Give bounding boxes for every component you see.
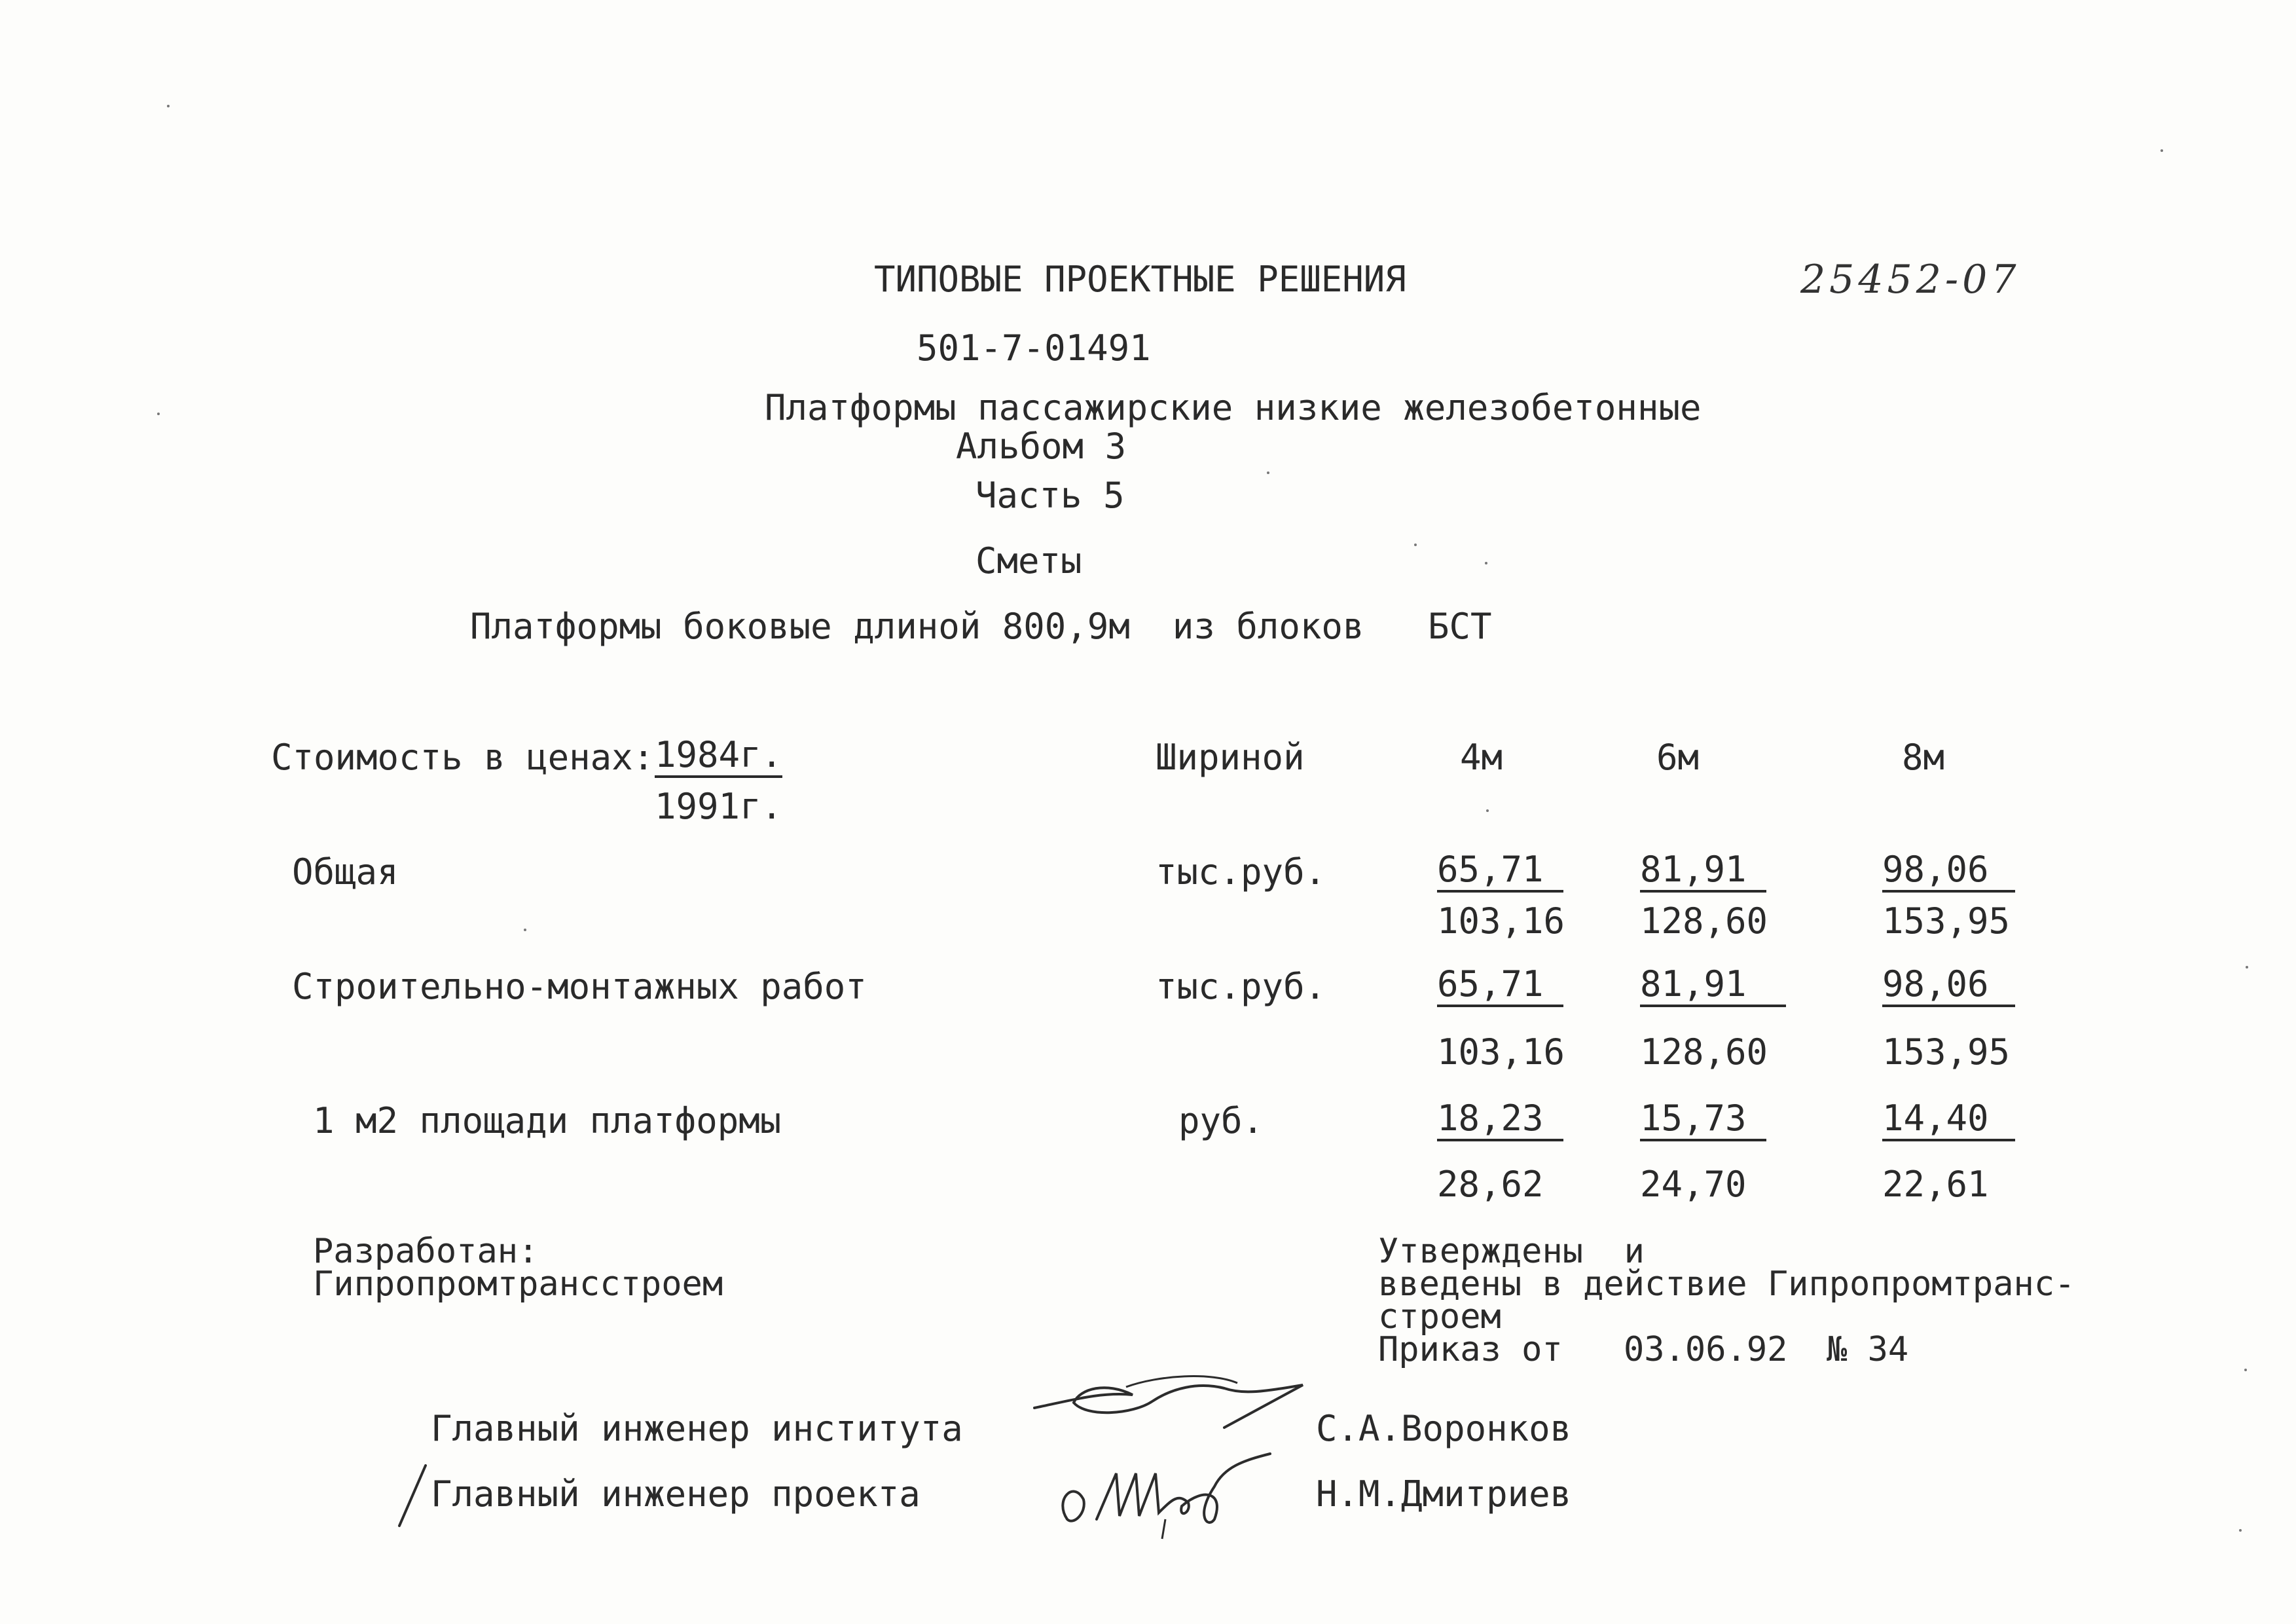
handwritten-doc-number: 25452-07	[1800, 257, 2020, 303]
series-title: ТИПОВЫЕ ПРОЕКТНЫЕ РЕШЕНИЯ	[874, 259, 1406, 300]
row-total-6m-1984: 81,91	[1640, 852, 1766, 893]
price-year-top: 1984г.	[655, 737, 782, 778]
developed-label: Разработан:	[313, 1232, 539, 1271]
signature-scribble-project	[1048, 1447, 1296, 1545]
row-construction-6m-1991: 128,60	[1640, 1031, 1768, 1073]
scan-speck	[1486, 809, 1489, 812]
row-per-m2-4m-1984: 18,23	[1437, 1101, 1563, 1141]
row-construction-8m-1984: 98,06	[1882, 967, 2015, 1007]
section-label: Сметы	[975, 540, 1082, 581]
row-total-4m-1984: 65,71	[1437, 852, 1563, 893]
scan-speck	[2246, 966, 2248, 969]
row-per-m2-8m-1984: 14,40	[1882, 1101, 2015, 1141]
signature-name-institute: С.А.Воронков	[1316, 1408, 1572, 1449]
doc-code: 501-7-01491	[917, 327, 1151, 369]
row-construction-4m-1984: 65,71	[1437, 967, 1563, 1007]
album-label: Альбом 3	[956, 426, 1127, 467]
row-total-8m-1991: 153,95	[1882, 900, 2011, 942]
row-per-m2-4m-1991: 28,62	[1437, 1164, 1544, 1205]
scan-speck	[1485, 562, 1487, 564]
scan-speck	[2160, 149, 2163, 152]
width-label: Шириной	[1156, 737, 1305, 778]
scan-speck	[2244, 1369, 2247, 1371]
width-6m: 6м	[1656, 737, 1700, 778]
approved-line2: введены в действие Гипропромтранс-	[1378, 1264, 2075, 1304]
row-total-6m-1991: 128,60	[1640, 900, 1768, 942]
row-per-m2-6m-1984: 15,73	[1640, 1101, 1766, 1141]
row-total-unit: тыс.руб.	[1156, 851, 1326, 893]
scan-speck	[524, 929, 526, 931]
scan-speck	[2239, 1529, 2242, 1532]
scan-speck	[1267, 471, 1269, 474]
row-per-m2-6m-1991: 24,70	[1640, 1164, 1747, 1205]
row-construction-4m-1991: 103,16	[1437, 1031, 1565, 1073]
row-construction-6m-1984: 81,91	[1640, 967, 1786, 1007]
part-label: Часть 5	[975, 475, 1125, 516]
row-per-m2-8m-1991: 22,61	[1882, 1164, 1989, 1205]
price-year-bottom: 1991г.	[655, 786, 783, 827]
subject-title: Платформы пассажирские низкие железобетонные	[765, 387, 1702, 428]
approved-line1: Утверждены и	[1378, 1232, 1645, 1271]
developed-org: Гипропромтрансстроем	[313, 1264, 723, 1304]
platform-description: Платформы боковые длиной 800,9м из блоков БСТ	[470, 606, 1492, 647]
scan-speck	[1414, 544, 1417, 546]
scan-speck	[167, 105, 170, 107]
order-number: № 34	[1827, 1330, 1909, 1369]
cost-label: Стоимость в ценах:	[271, 737, 655, 778]
row-construction-unit: тыс.руб.	[1156, 966, 1326, 1007]
order-date: 03.06.92	[1624, 1330, 1788, 1369]
margin-slash-mark	[393, 1460, 432, 1532]
signature-role-project: Главный инженер проекта	[431, 1473, 920, 1515]
row-per-m2-unit: руб.	[1178, 1100, 1264, 1141]
row-total-name: Общая	[292, 851, 399, 893]
signature-name-project: Н.М.Дмитриев	[1316, 1473, 1572, 1515]
approved-line3: строем	[1378, 1297, 1501, 1337]
row-construction-8m-1991: 153,95	[1882, 1031, 2011, 1073]
row-construction-name: Строительно-монтажных работ	[292, 966, 867, 1007]
signature-role-institute: Главный инженер института	[431, 1408, 963, 1449]
width-4m: 4м	[1460, 737, 1503, 778]
signature-scribble-institute	[1028, 1356, 1316, 1441]
order-label: Приказ от	[1378, 1330, 1563, 1369]
width-8m: 8м	[1902, 737, 1945, 778]
row-total-8m-1984: 98,06	[1882, 852, 2015, 893]
scan-speck	[157, 413, 160, 415]
row-total-4m-1991: 103,16	[1437, 900, 1565, 942]
row-per-m2-name: 1 м2 площади платформы	[313, 1100, 782, 1141]
